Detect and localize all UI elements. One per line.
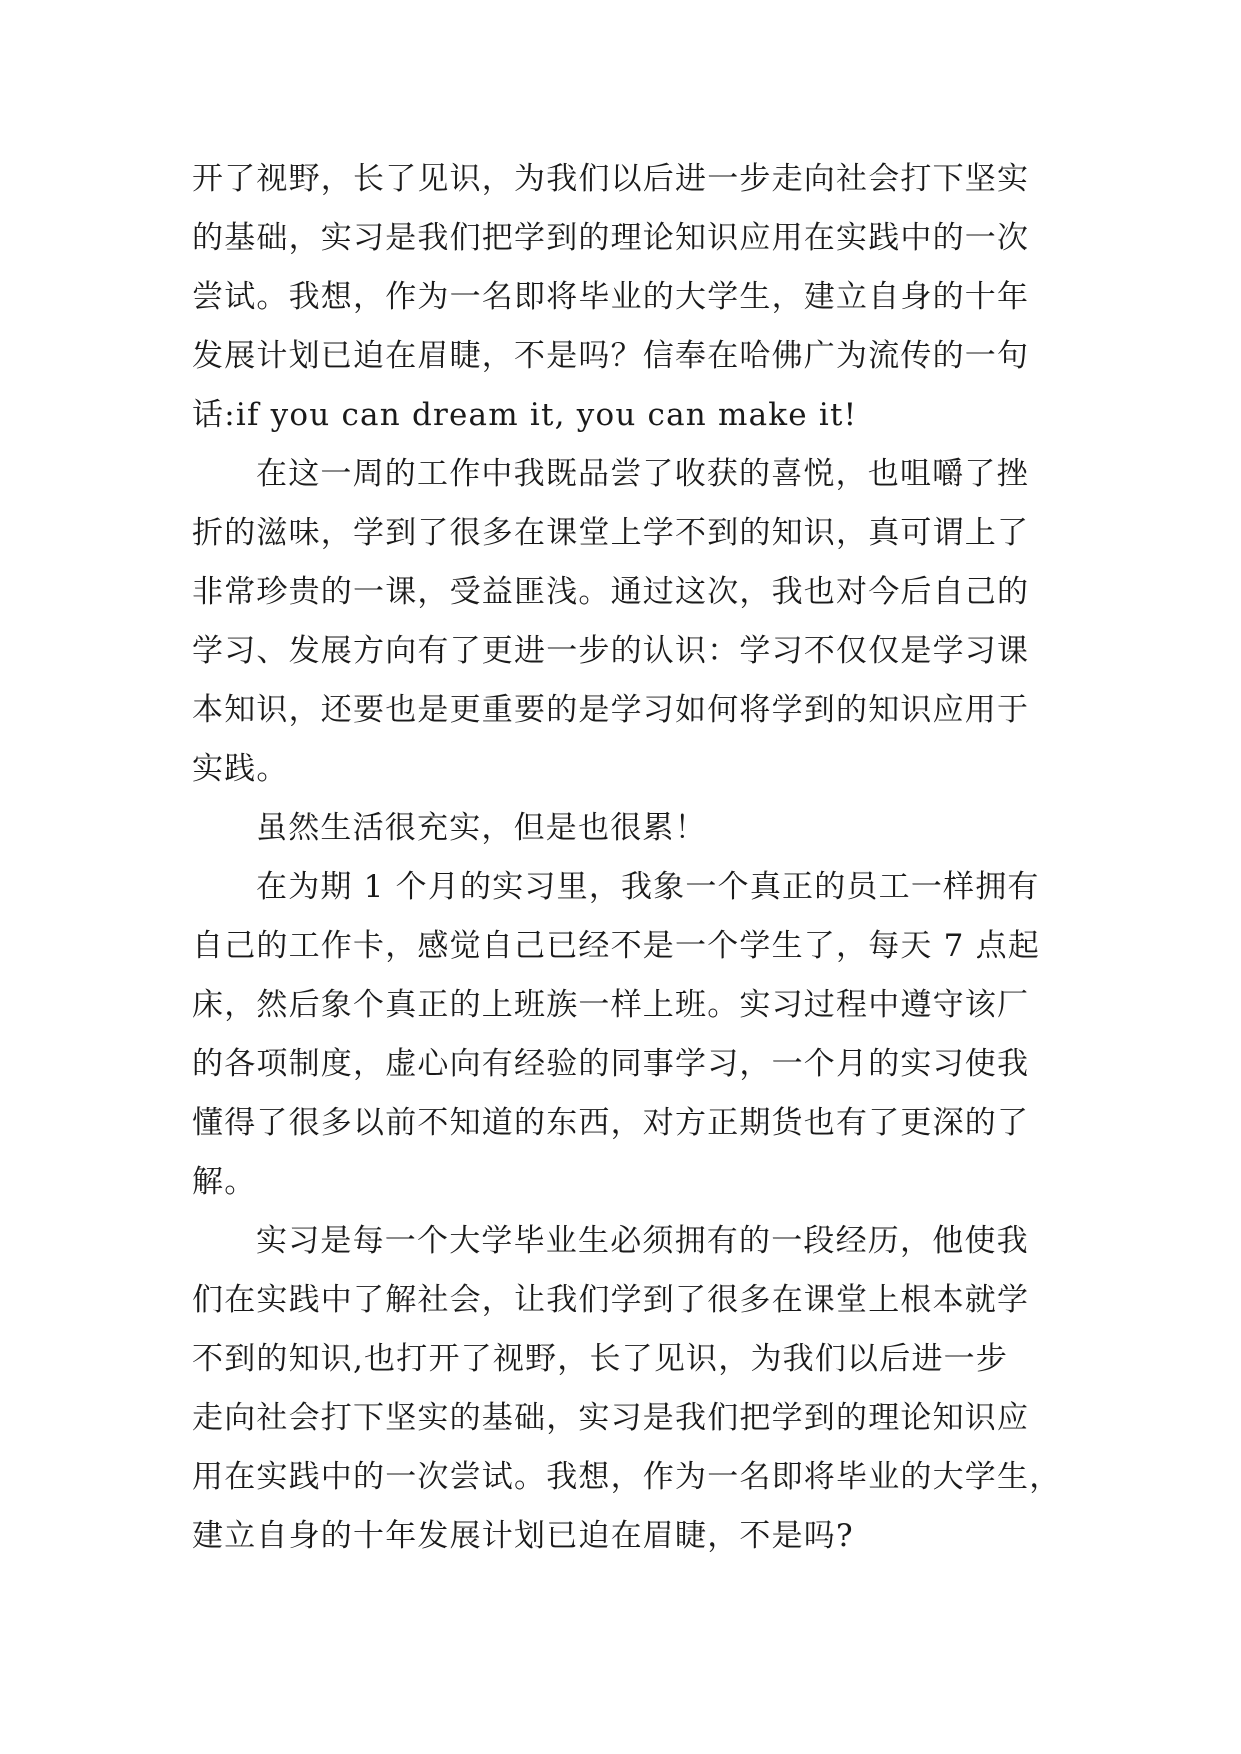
text-line: 的基础，实习是我们把学到的理论知识应用在实践中的一次 <box>192 220 1030 256</box>
text-line: 实习是每一个大学毕业生必须拥有的一段经历，他使我 <box>256 1223 1029 1259</box>
text-line: 在这一周的工作中我既品尝了收获的喜悦，也咀嚼了挫 <box>256 456 1029 492</box>
text-line: 开了视野，长了见识，为我们以后进一步走向社会打下坚实 <box>192 161 1030 197</box>
text-line: 非常珍贵的一课，受益匪浅。通过这次，我也对今后自己的 <box>192 574 1030 610</box>
text-line: 的各项制度，虚心向有经验的同事学习，一个月的实习使我 <box>192 1046 1030 1082</box>
text-line: 学习、发展方向有了更进一步的认识：学习不仅仅是学习课 <box>192 633 1030 669</box>
text-line: 虽然生活很充实，但是也很累！ <box>256 810 707 846</box>
paragraph-3 <box>192 799 1050 858</box>
text-line: 懂得了很多以前不知道的东西，对方正期货也有了更深的了 <box>192 1105 1030 1141</box>
text-line: 建立自身的十年发展计划已迫在眉睫，不是吗? <box>192 1518 854 1554</box>
text-line: 折的滋味，学到了很多在课堂上学不到的知识，真可谓上了 <box>192 515 1030 551</box>
text-line: 们在实践中了解社会，让我们学到了很多在课堂上根本就学 <box>192 1282 1030 1318</box>
document-body <box>192 150 1062 1566</box>
text-line: 尝试。我想，作为一名即将毕业的大学生，建立自身的十年 <box>192 279 1030 315</box>
text-line: 实践。 <box>192 751 289 787</box>
text-line: 解。 <box>192 1164 257 1200</box>
text-line: 床，然后象个真正的上班族一样上班。实习过程中遵守该厂 <box>192 987 1030 1023</box>
text-line: 走向社会打下坚实的基础，实习是我们把学到的理论知识应 <box>192 1400 1030 1436</box>
text-line: 发展计划已迫在眉睫，不是吗？信奉在哈佛广为流传的一句 <box>192 338 1030 374</box>
text-line: 自己的工作卡，感觉自己已经不是一个学生了，每天 7 点起 <box>192 928 1041 964</box>
paragraph-4 <box>192 858 1050 1212</box>
paragraph-5 <box>192 1212 1062 1566</box>
paragraph-2 <box>192 445 1050 799</box>
text-line: 话:if you can dream it, you can make it! <box>192 397 858 433</box>
paragraph-1 <box>192 150 1050 445</box>
text-line: 在为期 1 个月的实习里，我象一个真正的员工一样拥有 <box>256 869 1040 905</box>
text-line: 不到的知识,也打开了视野，长了见识，为我们以后进一步 <box>192 1341 1009 1377</box>
text-line: 本知识，还要也是更重要的是学习如何将学到的知识应用于 <box>192 692 1030 728</box>
text-line: 用在实践中的一次尝试。我想，作为一名即将毕业的大学生， <box>192 1459 1062 1495</box>
